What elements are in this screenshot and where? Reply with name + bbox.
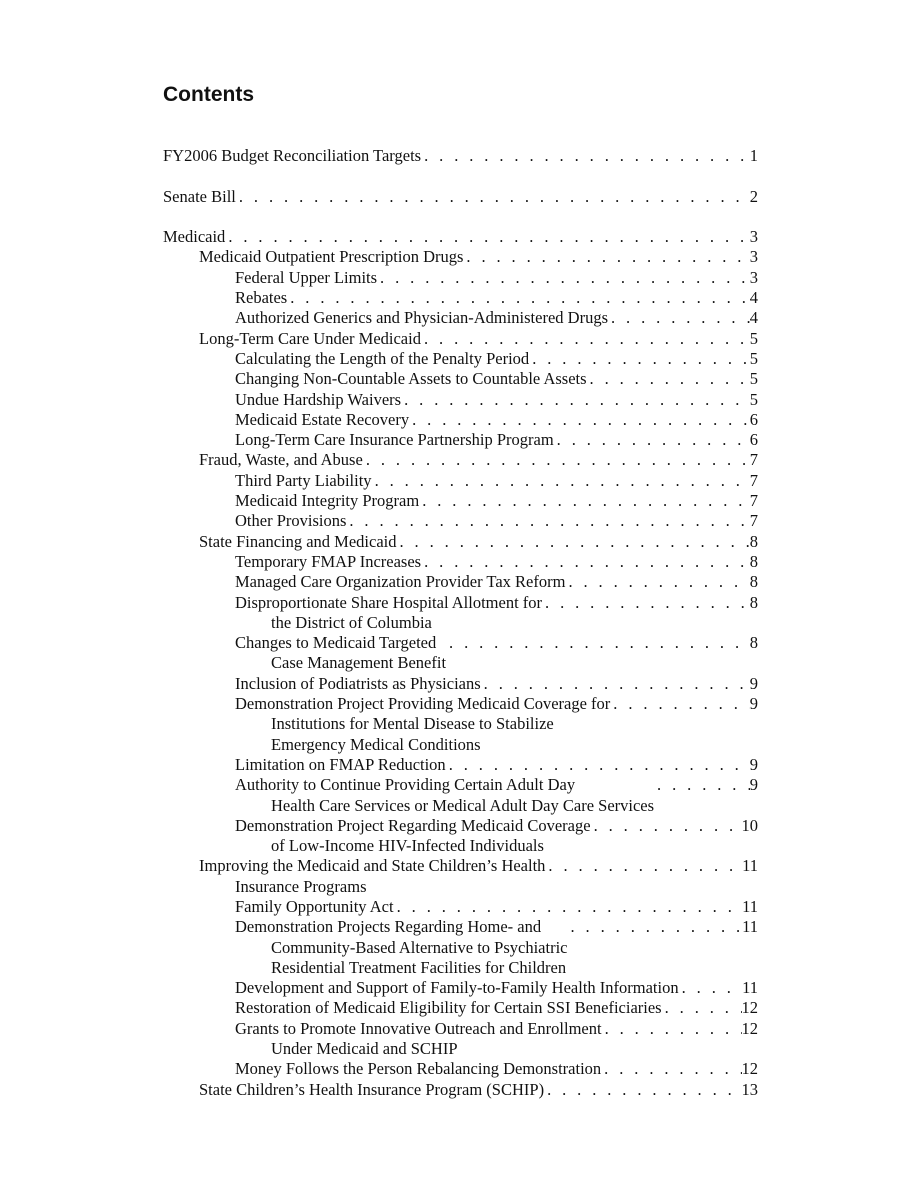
toc-page-number: 8: [749, 572, 758, 592]
toc-entry-title: Federal Upper Limits: [235, 267, 378, 287]
toc-entry-title: Restoration of Medicaid Eligibility for Certain SSI Beneficiaries: [235, 998, 662, 1018]
toc-page-number: 4: [749, 308, 758, 328]
dot-leader: [463, 247, 749, 267]
toc-page-number: 3: [749, 227, 758, 247]
dot-leader: [446, 755, 750, 775]
toc-entry-title: Money Follows the Person Rebalancing Demonstration: [235, 1059, 602, 1079]
toc-entry-title: [235, 775, 654, 816]
dot-leader: [542, 593, 750, 613]
toc-page-number: 8: [749, 551, 758, 571]
toc-entry-title: Inclusion of Podiatrists as Physicians: [235, 673, 481, 693]
toc-entry[interactable]: [163, 450, 758, 470]
dot-leader: [610, 694, 749, 714]
toc-entry[interactable]: [163, 856, 758, 897]
dot-leader: [401, 390, 750, 410]
toc-entry[interactable]: [163, 511, 758, 531]
dot-leader: [602, 1019, 742, 1039]
toc-entry-title: Other Provisions: [235, 511, 347, 531]
toc-entry-title: Medicaid Estate Recovery: [235, 409, 410, 429]
dot-leader: [601, 1059, 741, 1079]
dot-leader: [591, 816, 742, 836]
toc-entry-title: Authorized Generics and Physician-Administered Drugs: [235, 308, 608, 328]
toc-entry[interactable]: [163, 227, 758, 247]
toc-page-number: 9: [749, 694, 758, 714]
dot-leader: [346, 511, 749, 531]
toc-entry[interactable]: [163, 674, 758, 694]
toc-page-number: 6: [749, 409, 758, 429]
toc-entry-title-line: Changes to Medicaid Targeted: [235, 633, 437, 653]
contents-heading: Contents: [163, 83, 254, 106]
dot-leader: [662, 998, 742, 1018]
dot-leader: [397, 532, 750, 552]
toc-entry[interactable]: [163, 978, 758, 998]
toc-page-number: 10: [741, 815, 758, 835]
toc-entry-title-line: Community-Based Alternative to Psychiatric: [271, 937, 568, 957]
dot-leader: [287, 288, 750, 308]
toc-entry[interactable]: [163, 146, 758, 166]
toc-entry[interactable]: [163, 532, 758, 552]
toc-entry-title-line: Demonstration Projects Regarding Home- and: [235, 917, 542, 937]
dot-leader: [363, 450, 750, 470]
table-of-contents: [163, 146, 758, 1100]
toc-entry-title: Rebates: [235, 288, 288, 308]
toc-page-number: 8: [749, 633, 758, 653]
toc-entry-title-line: Authority to Continue Providing Certain Adult Day: [235, 775, 576, 795]
toc-page-number: 3: [749, 247, 758, 267]
toc-entry-title: [235, 593, 542, 634]
toc-page-number: 6: [749, 430, 758, 450]
toc-entry-title: Managed Care Organization Provider Tax Reform: [235, 572, 566, 592]
toc-entry-title: [235, 633, 446, 674]
toc-entry[interactable]: [163, 1059, 758, 1079]
toc-page-number: 11: [742, 896, 758, 916]
toc-entry[interactable]: [163, 308, 758, 328]
toc-page-number: 8: [749, 592, 758, 612]
dot-leader: [608, 308, 750, 328]
toc-page-number: 2: [749, 186, 758, 206]
toc-page-number: 9: [749, 775, 758, 795]
dot-leader: [587, 369, 750, 389]
toc-entry-title: Family Opportunity Act: [235, 896, 394, 916]
toc-entry-title: Calculating the Length of the Penalty Period: [235, 348, 530, 368]
toc-entry-title: [235, 694, 610, 755]
toc-entry[interactable]: [163, 593, 758, 634]
toc-entry[interactable]: [163, 288, 758, 308]
toc-entry-title: Temporary FMAP Increases: [235, 551, 422, 571]
toc-entry[interactable]: [163, 572, 758, 592]
dot-leader: [409, 410, 750, 430]
toc-entry-title: Fraud, Waste, and Abuse: [199, 450, 363, 470]
dot-leader: [545, 856, 742, 876]
toc-entry-title-line: Disproportionate Share Hospital Allotment for: [235, 592, 543, 612]
toc-page-number: 8: [749, 531, 758, 551]
toc-entry-title-line: of Low-Income HIV-Infected Individuals: [271, 836, 544, 856]
dot-leader: [421, 552, 750, 572]
dot-leader: [529, 349, 750, 369]
toc-entry[interactable]: [163, 1019, 758, 1060]
dot-leader: [225, 227, 749, 247]
dot-leader: [372, 471, 750, 491]
toc-page-number: 9: [749, 754, 758, 774]
toc-entry[interactable]: [163, 471, 758, 491]
toc-entry[interactable]: [163, 410, 758, 430]
dot-leader: [565, 572, 749, 592]
toc-entry[interactable]: [163, 897, 758, 917]
toc-page-number: 4: [749, 288, 758, 308]
toc-entry-title-line: Residential Treatment Facilities for Children: [271, 957, 567, 977]
dot-leader: [446, 633, 750, 653]
toc-entry[interactable]: [163, 187, 758, 207]
toc-entry[interactable]: [163, 694, 758, 755]
toc-entry-title-line: Under Medicaid and SCHIP: [271, 1039, 458, 1059]
toc-page-number: 11: [742, 856, 758, 876]
dot-leader: [421, 146, 750, 166]
toc-entry-title: Development and Support of Family-to-Family Health Information: [235, 978, 679, 998]
toc-entry-title-line: Institutions for Mental Disease to Stabilize: [271, 714, 554, 734]
toc-entry-title: Limitation on FMAP Reduction: [235, 754, 446, 774]
toc-page-number: 5: [749, 348, 758, 368]
toc-entry-title-line: Health Care Services or Medical Adult Day Care Services: [271, 795, 655, 815]
toc-entry[interactable]: [163, 329, 758, 349]
toc-page-number: 9: [749, 673, 758, 693]
toc-page-number: 11: [742, 917, 758, 937]
toc-entry-title: FY2006 Budget Reconciliation Targets: [163, 146, 422, 165]
toc-entry-title-line: Demonstration Project Regarding Medicaid Coverage: [235, 815, 591, 835]
toc-entry-title: Senate Bill: [163, 186, 236, 206]
dot-leader: [654, 775, 750, 795]
toc-entry[interactable]: [163, 633, 758, 674]
toc-entry[interactable]: [163, 430, 758, 450]
dot-leader: [568, 917, 743, 937]
toc-page-number: 7: [749, 450, 758, 470]
toc-page-number: 1: [749, 146, 758, 165]
toc-page-number: 3: [749, 267, 758, 287]
toc-entry-title-line: Case Management Benefit: [271, 653, 447, 673]
toc-page-number: 5: [749, 328, 758, 348]
toc-entry-title: [199, 856, 545, 897]
toc-entry-title: State Financing and Medicaid: [199, 531, 397, 551]
dot-leader: [421, 329, 750, 349]
toc-entry-title-line: Insurance Programs: [235, 876, 367, 896]
toc-entry-title: Long-Term Care Under Medicaid: [199, 328, 421, 348]
toc-page-number: 5: [749, 369, 758, 389]
toc-entry-title: [235, 1019, 602, 1060]
toc-page-number: 11: [742, 978, 758, 998]
dot-leader: [544, 1080, 741, 1100]
toc-entry-title-line: Improving the Medicaid and State Children’s Health: [199, 856, 546, 876]
toc-page-number: 12: [741, 1018, 758, 1038]
toc-entry[interactable]: [163, 552, 758, 572]
toc-page-number: 12: [741, 998, 758, 1018]
toc-entry-title: Changing Non-Countable Assets to Countable Assets: [235, 369, 587, 389]
dot-leader: [236, 187, 750, 207]
toc-entry-title: Third Party Liability: [235, 470, 372, 490]
toc-entry-title: Long-Term Care Insurance Partnership Program: [235, 430, 554, 450]
dot-leader: [419, 491, 750, 511]
toc-entry[interactable]: [163, 491, 758, 511]
toc-page-number: 7: [749, 511, 758, 531]
toc-page-number: 7: [749, 491, 758, 511]
toc-entry[interactable]: [163, 998, 758, 1018]
toc-entry-title-line: Demonstration Project Providing Medicaid Coverage for: [235, 694, 611, 714]
toc-entry-title: Undue Hardship Waivers: [235, 389, 402, 409]
toc-entry-title: Medicaid Outpatient Prescription Drugs: [199, 247, 464, 267]
toc-page-number: 7: [749, 470, 758, 490]
toc-page-number: 5: [749, 389, 758, 409]
toc-entry[interactable]: [163, 390, 758, 410]
toc-entry-title-line: Grants to Promote Innovative Outreach and Enrollment: [235, 1018, 602, 1038]
dot-leader: [394, 897, 743, 917]
dot-leader: [679, 978, 743, 998]
toc-page-number: 12: [741, 1059, 758, 1079]
dot-leader: [554, 430, 750, 450]
toc-page-number: 13: [741, 1079, 758, 1099]
toc-entry[interactable]: [163, 755, 758, 775]
toc-entry[interactable]: [163, 816, 758, 857]
toc-entry-title: Medicaid Integrity Program: [235, 491, 420, 511]
toc-entry[interactable]: [163, 247, 758, 267]
toc-entry[interactable]: [163, 917, 758, 978]
toc-entry-title-line: the District of Columbia: [271, 612, 432, 632]
dot-leader: [481, 674, 750, 694]
toc-entry-title-line: Emergency Medical Conditions: [271, 734, 481, 754]
toc-entry[interactable]: [163, 349, 758, 369]
toc-entry-title: [235, 816, 591, 857]
toc-entry[interactable]: [163, 268, 758, 288]
toc-entry[interactable]: [163, 1080, 758, 1100]
dot-leader: [377, 268, 750, 288]
toc-entry[interactable]: [163, 775, 758, 816]
toc-entry-title: [235, 917, 568, 978]
toc-entry[interactable]: [163, 369, 758, 389]
toc-entry-title: Medicaid: [163, 227, 226, 247]
toc-entry-title: State Children’s Health Insurance Program (SCHIP): [199, 1079, 545, 1099]
